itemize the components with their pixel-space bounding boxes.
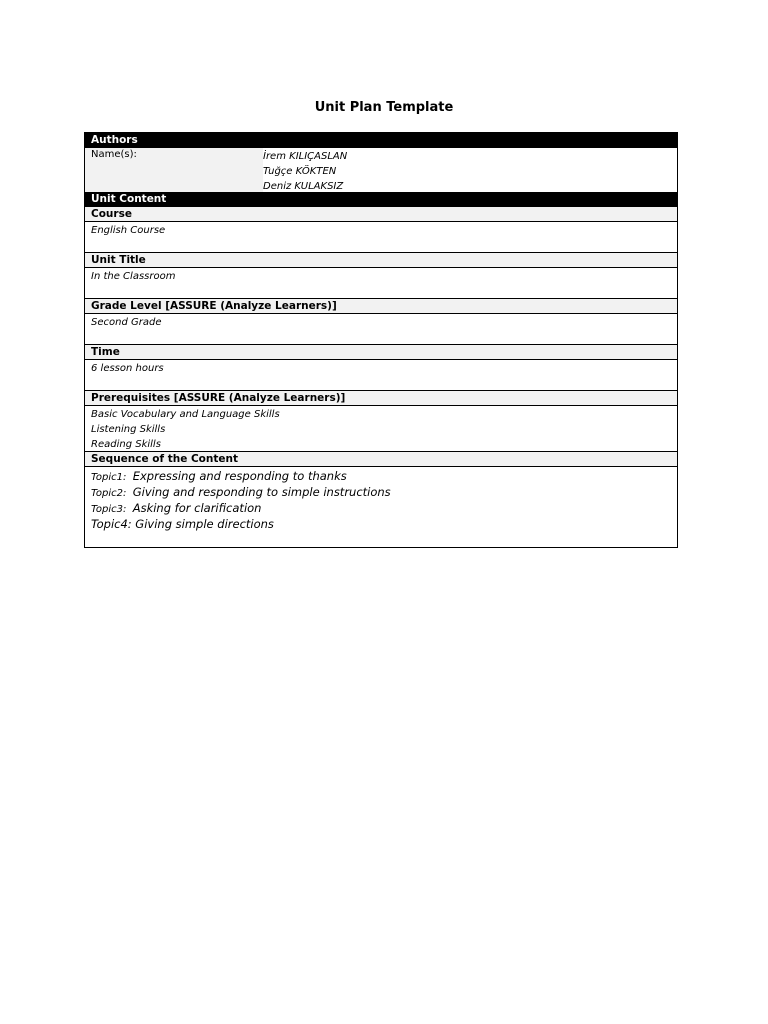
author-names — [263, 148, 677, 192]
course-text: English Course — [91, 225, 166, 236]
sequence-header: Sequence of the Content — [85, 452, 677, 467]
time-value — [85, 360, 677, 391]
topic-item — [91, 468, 671, 484]
grade-level-header: Grade Level [ASSURE (Analyze Learners)] — [85, 299, 677, 314]
prerequisites-header: Prerequisites [ASSURE (Analyze Learners)] — [85, 391, 677, 406]
topic-label: Topic2: — [91, 488, 127, 499]
authors-row — [85, 148, 677, 192]
document-title: Unit Plan Template — [314, 100, 454, 115]
authors-section-header: Authors — [85, 133, 677, 148]
topic-text: Asking for clarification — [132, 501, 262, 515]
names-label: Name(s): — [85, 148, 263, 192]
unit-title-text: In the Classroom — [91, 271, 176, 282]
grade-level-value — [85, 314, 677, 345]
time-header: Time — [85, 345, 677, 360]
course-value — [85, 222, 677, 253]
topic-item — [91, 484, 671, 500]
sequence-value — [85, 467, 677, 547]
prerequisites-value — [85, 406, 677, 452]
author-name: İrem KILIÇASLAN — [263, 151, 348, 162]
topic-text: Expressing and responding to thanks — [132, 469, 347, 483]
topic-item — [91, 500, 671, 516]
author-name: Deniz KULAKSIZ — [263, 181, 344, 192]
prerequisite-item: Basic Vocabulary and Language Skills — [91, 409, 280, 420]
grade-level-text: Second Grade — [91, 317, 162, 328]
topic-item: Topic4: Giving simple directions — [91, 517, 274, 531]
prerequisite-item: Listening Skills — [91, 424, 166, 435]
course-header: Course — [85, 207, 677, 222]
topic-text: Giving and responding to simple instructions — [132, 485, 391, 499]
author-name: Tuğçe KÖKTEN — [263, 166, 337, 177]
time-text: 6 lesson hours — [91, 363, 164, 374]
topic-label: Topic1: — [91, 472, 127, 483]
prerequisite-item: Reading Skills — [91, 439, 161, 450]
unit-content-section-header: Unit Content — [85, 192, 677, 207]
unit-plan-table — [84, 132, 678, 548]
unit-title-header: Unit Title — [85, 253, 677, 268]
topic-label: Topic3: — [91, 504, 127, 515]
unit-title-value — [85, 268, 677, 299]
